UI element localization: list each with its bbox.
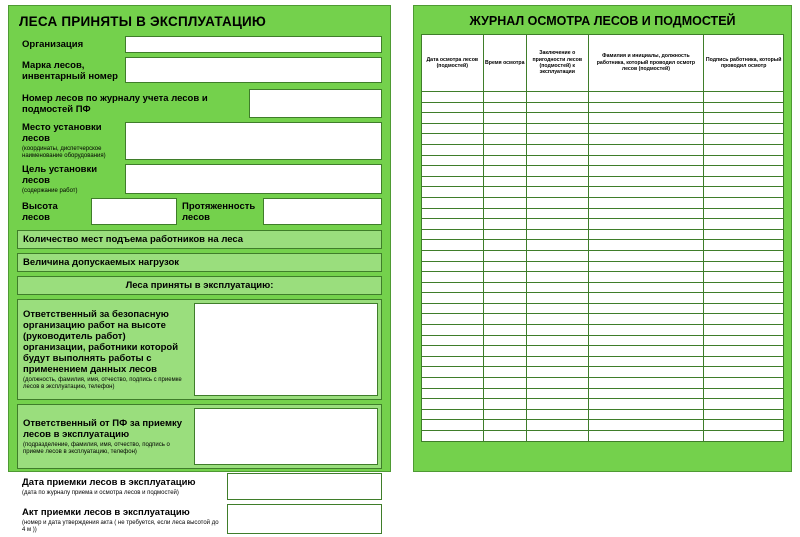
table-cell[interactable] bbox=[588, 314, 704, 325]
label-loads: Величина допускаемых нагрузок bbox=[23, 257, 180, 268]
table-cell[interactable] bbox=[588, 166, 704, 177]
table-cell[interactable] bbox=[588, 409, 704, 420]
table-row bbox=[422, 399, 784, 410]
table-cell[interactable] bbox=[483, 335, 526, 346]
table-cell[interactable] bbox=[704, 166, 784, 177]
table-cell[interactable] bbox=[704, 420, 784, 431]
table-cell[interactable] bbox=[422, 303, 484, 314]
label-responsible-sub: (должность, фамилия, имя, отчество, подпись с приемке лесов в эксплуатацию, телефон) bbox=[23, 376, 182, 390]
table-row bbox=[422, 261, 784, 272]
table-cell[interactable] bbox=[588, 356, 704, 367]
table-cell[interactable] bbox=[588, 293, 704, 304]
label-accept-act-sub: (номер и дата утверждения акта ( не требуется, если леса высотой до 4 м )) bbox=[22, 520, 219, 533]
table-cell[interactable] bbox=[526, 208, 588, 219]
table-row bbox=[422, 378, 784, 389]
table-cell[interactable] bbox=[526, 261, 588, 272]
table-row bbox=[422, 229, 784, 240]
input-accept-act[interactable] bbox=[227, 504, 382, 534]
table-cell[interactable] bbox=[483, 229, 526, 240]
table-cell[interactable] bbox=[704, 219, 784, 230]
table-cell[interactable] bbox=[422, 123, 484, 134]
table-cell[interactable] bbox=[526, 293, 588, 304]
label-pf-responsible-main: Ответственный от ПФ за приемку лесов в эксплуатацию bbox=[23, 417, 183, 440]
table-cell[interactable] bbox=[588, 303, 704, 314]
row-organization bbox=[17, 36, 382, 53]
table-cell[interactable] bbox=[422, 102, 484, 113]
table-cell[interactable] bbox=[422, 314, 484, 325]
table-cell[interactable] bbox=[483, 134, 526, 145]
journal-header-row bbox=[422, 35, 784, 92]
table-cell[interactable] bbox=[422, 335, 484, 346]
table-row bbox=[422, 134, 784, 145]
table-cell[interactable] bbox=[588, 335, 704, 346]
table-cell[interactable] bbox=[704, 250, 784, 261]
table-cell[interactable] bbox=[483, 409, 526, 420]
label-accept-date-main: Дата приемки лесов в эксплуатацию bbox=[22, 476, 196, 488]
table-cell[interactable] bbox=[704, 378, 784, 389]
table-cell[interactable] bbox=[588, 92, 704, 103]
table-cell[interactable] bbox=[588, 123, 704, 134]
table-cell[interactable] bbox=[422, 261, 484, 272]
table-cell[interactable] bbox=[704, 187, 784, 198]
table-cell[interactable] bbox=[704, 155, 784, 166]
table-cell[interactable] bbox=[526, 272, 588, 283]
table-cell[interactable] bbox=[704, 176, 784, 187]
table-cell[interactable] bbox=[483, 208, 526, 219]
table-cell[interactable] bbox=[704, 144, 784, 155]
table-cell[interactable] bbox=[526, 176, 588, 187]
table-cell[interactable] bbox=[704, 102, 784, 113]
label-place bbox=[17, 122, 125, 160]
table-cell[interactable] bbox=[588, 250, 704, 261]
table-cell[interactable] bbox=[704, 123, 784, 134]
table-row bbox=[422, 420, 784, 431]
table-cell[interactable] bbox=[588, 219, 704, 230]
table-row bbox=[422, 356, 784, 367]
table-cell[interactable] bbox=[526, 356, 588, 367]
table-cell[interactable] bbox=[422, 388, 484, 399]
table-cell[interactable] bbox=[588, 420, 704, 431]
table-cell[interactable] bbox=[483, 240, 526, 251]
table-cell[interactable] bbox=[422, 240, 484, 251]
table-cell[interactable] bbox=[588, 282, 704, 293]
table-cell[interactable] bbox=[526, 325, 588, 336]
table-cell[interactable] bbox=[588, 261, 704, 272]
table-cell[interactable] bbox=[483, 388, 526, 399]
label-organization: Организация bbox=[22, 39, 84, 50]
table-cell[interactable] bbox=[422, 282, 484, 293]
table-cell[interactable] bbox=[588, 208, 704, 219]
label-mark: Марка лесов, инвентарный номер bbox=[22, 60, 118, 82]
table-cell[interactable] bbox=[588, 144, 704, 155]
input-place[interactable] bbox=[125, 122, 382, 160]
table-cell[interactable] bbox=[422, 250, 484, 261]
table-row bbox=[422, 155, 784, 166]
table-cell[interactable] bbox=[526, 367, 588, 378]
table-cell[interactable] bbox=[422, 187, 484, 198]
table-cell[interactable] bbox=[483, 356, 526, 367]
table-cell[interactable] bbox=[526, 250, 588, 261]
section-accept-title: Леса приняты в эксплуатацию: bbox=[17, 276, 382, 295]
table-row bbox=[422, 335, 784, 346]
left-sheet bbox=[8, 5, 391, 533]
table-cell[interactable] bbox=[483, 272, 526, 283]
table-cell[interactable] bbox=[526, 431, 588, 442]
table-cell[interactable] bbox=[422, 155, 484, 166]
input-responsible[interactable] bbox=[194, 303, 378, 396]
row-pf-responsible bbox=[17, 404, 382, 469]
table-cell[interactable] bbox=[588, 399, 704, 410]
table-cell[interactable] bbox=[588, 240, 704, 251]
table-cell[interactable] bbox=[704, 261, 784, 272]
input-mark[interactable] bbox=[125, 57, 382, 83]
table-row bbox=[422, 123, 784, 134]
table-cell[interactable] bbox=[526, 282, 588, 293]
table-cell[interactable] bbox=[483, 261, 526, 272]
journal-body bbox=[422, 92, 784, 442]
table-cell[interactable] bbox=[588, 346, 704, 357]
label-responsible bbox=[18, 300, 194, 399]
table-cell[interactable] bbox=[483, 303, 526, 314]
table-cell[interactable] bbox=[526, 346, 588, 357]
table-cell[interactable] bbox=[704, 335, 784, 346]
table-cell[interactable] bbox=[526, 399, 588, 410]
row-height-length bbox=[17, 198, 382, 226]
table-cell[interactable] bbox=[483, 431, 526, 442]
table-row bbox=[422, 409, 784, 420]
input-goal[interactable] bbox=[125, 164, 382, 194]
table-cell[interactable] bbox=[704, 293, 784, 304]
input-accept-date[interactable] bbox=[227, 473, 382, 500]
table-cell[interactable] bbox=[704, 431, 784, 442]
table-cell[interactable] bbox=[704, 197, 784, 208]
label-place-main: Место установки лесов bbox=[22, 122, 102, 144]
column-header-conclusion: Заключение о пригодности лесов (подмостей) к эксплуатации bbox=[526, 35, 588, 92]
table-cell[interactable] bbox=[588, 378, 704, 389]
table-row bbox=[422, 282, 784, 293]
table-row bbox=[422, 219, 784, 230]
table-cell[interactable] bbox=[483, 155, 526, 166]
table-cell[interactable] bbox=[588, 388, 704, 399]
table-cell[interactable] bbox=[704, 272, 784, 283]
table-row bbox=[422, 388, 784, 399]
label-lift-places: Количество мест подъема работников на леса bbox=[23, 234, 244, 245]
table-cell[interactable] bbox=[704, 356, 784, 367]
table-cell[interactable] bbox=[704, 240, 784, 251]
table-cell[interactable] bbox=[704, 134, 784, 145]
table-cell[interactable] bbox=[483, 187, 526, 198]
table-cell[interactable] bbox=[483, 325, 526, 336]
row-goal bbox=[17, 164, 382, 194]
label-length: Протяженность лесов bbox=[182, 201, 256, 223]
table-row bbox=[422, 431, 784, 442]
table-cell[interactable] bbox=[526, 187, 588, 198]
table-cell[interactable] bbox=[704, 367, 784, 378]
table-row bbox=[422, 325, 784, 336]
table-cell[interactable] bbox=[422, 409, 484, 420]
table-cell[interactable] bbox=[704, 92, 784, 103]
table-row bbox=[422, 102, 784, 113]
table-cell[interactable] bbox=[588, 325, 704, 336]
table-cell[interactable] bbox=[483, 420, 526, 431]
table-cell[interactable] bbox=[422, 420, 484, 431]
table-cell[interactable] bbox=[588, 229, 704, 240]
table-row bbox=[422, 314, 784, 325]
input-pf-responsible[interactable] bbox=[194, 408, 378, 465]
table-cell[interactable] bbox=[588, 155, 704, 166]
table-cell[interactable] bbox=[483, 367, 526, 378]
table-row bbox=[422, 240, 784, 251]
table-cell[interactable] bbox=[526, 155, 588, 166]
table-cell[interactable] bbox=[588, 187, 704, 198]
table-cell[interactable] bbox=[422, 272, 484, 283]
table-row bbox=[422, 197, 784, 208]
table-cell[interactable] bbox=[422, 92, 484, 103]
table-cell[interactable] bbox=[526, 144, 588, 155]
table-cell[interactable] bbox=[526, 123, 588, 134]
table-cell[interactable] bbox=[483, 346, 526, 357]
table-cell[interactable] bbox=[422, 431, 484, 442]
row-responsible bbox=[17, 299, 382, 400]
table-cell[interactable] bbox=[422, 378, 484, 389]
table-cell[interactable] bbox=[526, 134, 588, 145]
table-cell[interactable] bbox=[483, 123, 526, 134]
row-loads bbox=[17, 253, 382, 272]
table-row bbox=[422, 272, 784, 283]
table-cell[interactable] bbox=[704, 229, 784, 240]
table-cell[interactable] bbox=[483, 113, 526, 124]
table-cell[interactable] bbox=[588, 102, 704, 113]
table-cell[interactable] bbox=[483, 102, 526, 113]
table-cell[interactable] bbox=[704, 325, 784, 336]
label-goal bbox=[17, 164, 125, 194]
table-row bbox=[422, 187, 784, 198]
table-cell[interactable] bbox=[704, 388, 784, 399]
right-sheet-title: ЖУРНАЛ ОСМОТРА ЛЕСОВ И ПОДМОСТЕЙ bbox=[469, 14, 736, 28]
table-cell[interactable] bbox=[483, 144, 526, 155]
table-cell[interactable] bbox=[422, 176, 484, 187]
row-number bbox=[17, 89, 382, 118]
table-cell[interactable] bbox=[704, 399, 784, 410]
table-cell[interactable] bbox=[422, 144, 484, 155]
table-cell[interactable] bbox=[588, 134, 704, 145]
row-mark bbox=[17, 57, 382, 85]
table-row bbox=[422, 144, 784, 155]
label-accept-date-sub: (дата по журналу приема и осмотра лесов и подмостей) bbox=[22, 489, 179, 496]
table-cell[interactable] bbox=[526, 378, 588, 389]
table-cell[interactable] bbox=[526, 240, 588, 251]
table-cell[interactable] bbox=[483, 314, 526, 325]
table-cell[interactable] bbox=[422, 134, 484, 145]
table-cell[interactable] bbox=[526, 102, 588, 113]
table-cell[interactable] bbox=[526, 219, 588, 230]
table-row bbox=[422, 367, 784, 378]
table-cell[interactable] bbox=[704, 346, 784, 357]
table-cell[interactable] bbox=[422, 346, 484, 357]
label-responsible-main: Ответственный за безопасную организацию работ на высоте (руководитель работ) организации, работники которой будут выполнять работы с применением данных лесов bbox=[23, 308, 179, 375]
label-accept-date bbox=[17, 473, 227, 500]
label-goal-main: Цель установки лесов bbox=[22, 163, 98, 186]
table-cell[interactable] bbox=[526, 335, 588, 346]
table-cell[interactable] bbox=[422, 229, 484, 240]
table-cell[interactable] bbox=[483, 92, 526, 103]
table-cell[interactable] bbox=[704, 314, 784, 325]
table-cell[interactable] bbox=[526, 420, 588, 431]
table-cell[interactable] bbox=[704, 409, 784, 420]
table-cell[interactable] bbox=[483, 197, 526, 208]
label-place-sub: (координаты, диспетчерское наименование оборудования) bbox=[22, 146, 106, 159]
column-header-time: Время осмотра bbox=[483, 35, 526, 92]
table-cell[interactable] bbox=[526, 409, 588, 420]
table-cell[interactable] bbox=[422, 325, 484, 336]
table-cell[interactable] bbox=[526, 303, 588, 314]
table-cell[interactable] bbox=[422, 356, 484, 367]
input-length[interactable] bbox=[263, 198, 382, 225]
table-cell[interactable] bbox=[422, 197, 484, 208]
label-goal-sub: (содержание работ) bbox=[22, 187, 78, 194]
table-cell[interactable] bbox=[704, 303, 784, 314]
table-cell[interactable] bbox=[422, 166, 484, 177]
table-cell[interactable] bbox=[526, 92, 588, 103]
table-cell[interactable] bbox=[422, 399, 484, 410]
left-sheet-title: ЛЕСА ПРИНЯТЫ В ЭКСПЛУАТАЦИЮ bbox=[19, 14, 267, 29]
table-cell[interactable] bbox=[588, 431, 704, 442]
column-header-signature: Подпись работника, который проводил осмотр bbox=[704, 35, 784, 92]
table-row bbox=[422, 303, 784, 314]
table-cell[interactable] bbox=[526, 197, 588, 208]
journal-table bbox=[421, 34, 784, 442]
label-accept-act-main: Акт приемки лесов в эксплуатацию bbox=[22, 507, 190, 518]
table-row bbox=[422, 166, 784, 177]
label-number: Номер лесов по журналу учета лесов и подмостей ПФ bbox=[22, 92, 208, 115]
table-cell[interactable] bbox=[422, 208, 484, 219]
input-height[interactable] bbox=[91, 198, 177, 225]
label-accept-act bbox=[17, 504, 227, 537]
table-cell[interactable] bbox=[483, 282, 526, 293]
row-accept-act bbox=[17, 504, 382, 537]
table-cell[interactable] bbox=[483, 378, 526, 389]
table-cell[interactable] bbox=[526, 229, 588, 240]
table-cell[interactable] bbox=[588, 367, 704, 378]
table-cell[interactable] bbox=[422, 219, 484, 230]
table-cell[interactable] bbox=[588, 113, 704, 124]
row-lift-places bbox=[17, 230, 382, 249]
table-cell[interactable] bbox=[483, 250, 526, 261]
table-cell[interactable] bbox=[483, 176, 526, 187]
table-cell[interactable] bbox=[483, 399, 526, 410]
table-row bbox=[422, 113, 784, 124]
row-place bbox=[17, 122, 382, 160]
table-cell[interactable] bbox=[483, 293, 526, 304]
label-height: Высота лесов bbox=[22, 201, 58, 223]
table-row bbox=[422, 293, 784, 304]
table-cell[interactable] bbox=[588, 197, 704, 208]
table-cell[interactable] bbox=[483, 166, 526, 177]
table-cell[interactable] bbox=[704, 282, 784, 293]
label-pf-responsible-sub: (подразделение, фамилия, имя, отчество, подпись о приеме лесов в эксплуатацию, телефон) bbox=[23, 441, 170, 455]
input-organization[interactable] bbox=[125, 36, 382, 53]
table-cell[interactable] bbox=[422, 293, 484, 304]
table-row bbox=[422, 346, 784, 357]
column-header-date: Дата осмотра лесов (подмостей) bbox=[422, 35, 484, 92]
column-header-inspector: Фамилия и инициалы, должность работника, который проводил осмотр лесов (подмостей) bbox=[588, 35, 704, 92]
label-pf-responsible bbox=[18, 405, 194, 468]
table-cell[interactable] bbox=[422, 113, 484, 124]
table-cell[interactable] bbox=[588, 272, 704, 283]
right-sheet bbox=[413, 5, 792, 472]
input-number[interactable] bbox=[249, 89, 382, 118]
table-cell[interactable] bbox=[526, 166, 588, 177]
table-cell[interactable] bbox=[422, 367, 484, 378]
row-accept-date bbox=[17, 473, 382, 500]
table-row bbox=[422, 250, 784, 261]
table-row bbox=[422, 176, 784, 187]
table-cell[interactable] bbox=[704, 113, 784, 124]
table-cell[interactable] bbox=[526, 388, 588, 399]
table-cell[interactable] bbox=[588, 176, 704, 187]
table-cell[interactable] bbox=[526, 113, 588, 124]
table-cell[interactable] bbox=[526, 314, 588, 325]
table-cell[interactable] bbox=[704, 208, 784, 219]
table-row bbox=[422, 92, 784, 103]
table-row bbox=[422, 208, 784, 219]
table-cell[interactable] bbox=[483, 219, 526, 230]
